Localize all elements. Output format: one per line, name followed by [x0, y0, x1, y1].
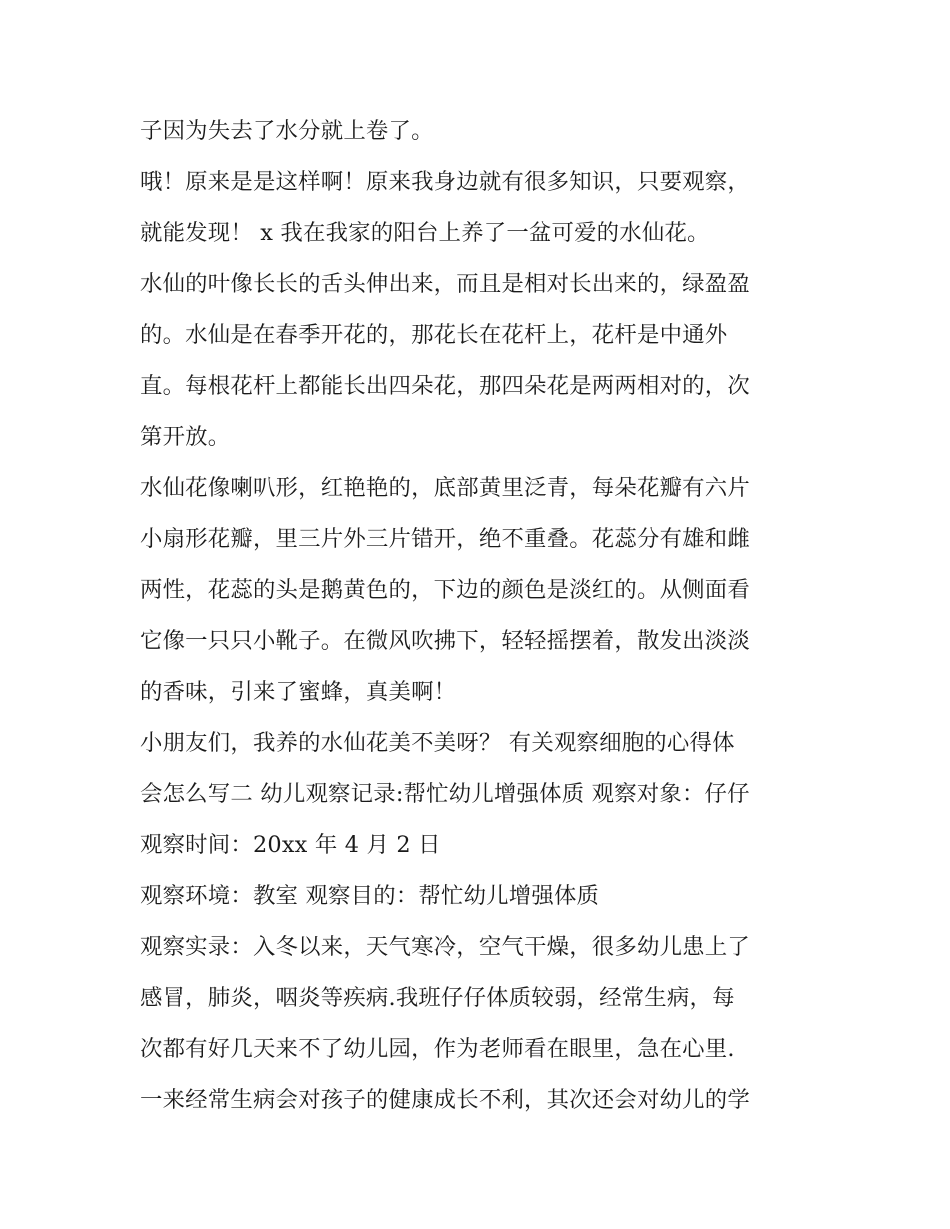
text-line: 它像一只只小靴子。在微风吹拂下，轻轻摇摆着，散发出淡淡 — [140, 628, 750, 654]
text-line: 次都有好几天来不了幼儿园，作为老师看在眼里，急在心里. — [140, 1036, 735, 1062]
text-line: 小朋友们，我养的水仙花美不美呀？ 有关观察细胞的心得体 — [140, 730, 735, 756]
text-line: 一来经常生病会对孩子的健康成长不利，其次还会对幼儿的学 — [140, 1087, 750, 1113]
text-line: 小扇形花瓣，里三片外三片错开，绝不重叠。花蕊分有雄和雌 — [140, 526, 750, 552]
text-line: 的。水仙是在春季开花的，那花长在花杆上，花杆是中通外 — [140, 322, 728, 348]
text-line: 就能发现！ x 我在我家的阳台上养了一盆可爱的水仙花。 — [140, 220, 710, 246]
text-line: 会怎么写二 幼儿观察记录:帮忙幼儿增强体质 观察对象：仔仔 — [140, 781, 750, 807]
text-line: 感冒，肺炎，咽炎等疾病.我班仔仔体质较弱，经常生病，每 — [140, 985, 735, 1011]
text-line: 哦！原来是是这样啊！原来我身边就有很多知识，只要观察， — [140, 169, 750, 195]
text-line: 水仙花像喇叭形，红艳艳的，底部黄里泛青，每朵花瓣有六片 — [140, 475, 750, 501]
text-line: 观察时间：20xx 年 4 月 2 日 — [140, 832, 441, 858]
text-line: 子因为失去了水分就上卷了。 — [140, 118, 434, 144]
text-line: 观察环境：教室 观察目的：帮忙幼儿增强体质 — [140, 883, 600, 909]
text-line: 两性，花蕊的头是鹅黄色的，下边的颜色是淡红的。从侧面看 — [140, 577, 750, 603]
text-line: 直。每根花杆上都能长出四朵花，那四朵花是两两相对的，次 — [140, 373, 750, 399]
body-text — [140, 106, 820, 1126]
text-line: 第开放。 — [140, 424, 231, 450]
text-line: 水仙的叶像长长的舌头伸出来，而且是相对长出来的，绿盈盈 — [140, 271, 750, 297]
text-line: 观察实录：入冬以来，天气寒冷，空气干燥，很多幼儿患上了 — [140, 934, 750, 960]
text-line: 的香味，引来了蜜蜂，真美啊！ — [140, 679, 457, 705]
